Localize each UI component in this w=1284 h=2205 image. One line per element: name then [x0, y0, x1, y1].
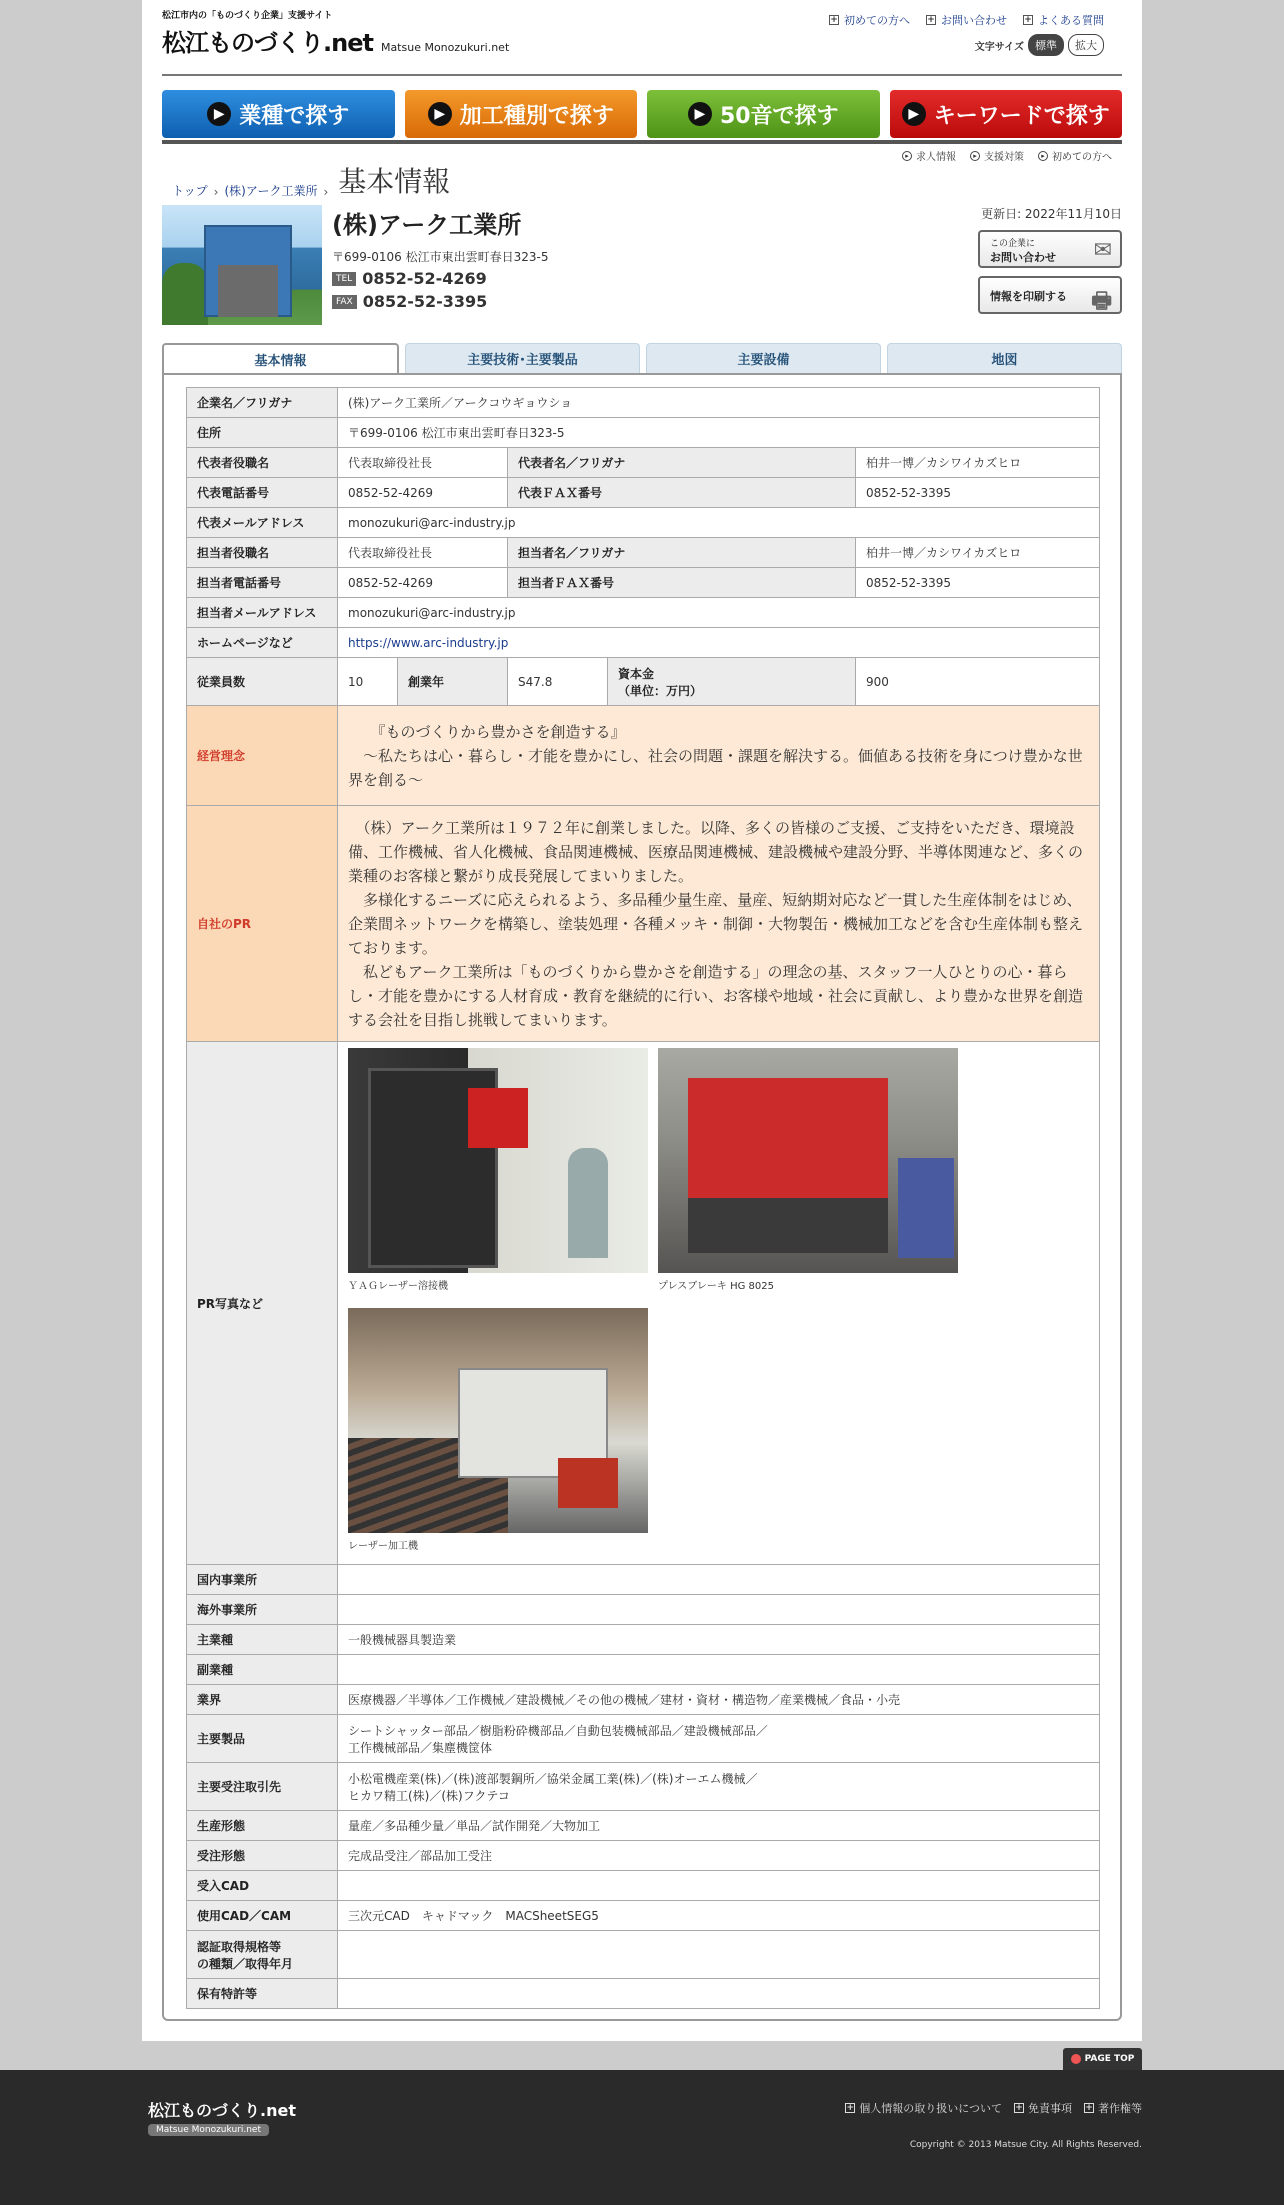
logo-tagline: 松江市内の「ものづくり企業」支援サイト [162, 11, 333, 21]
photo-caption: レーザー加工機 [348, 1541, 418, 1552]
cert-label-line: の種類／取得年月 [197, 1956, 294, 1971]
plus-icon: + [1015, 2103, 1023, 2113]
tab-equipment[interactable]: 主要設備 [646, 343, 881, 373]
founded-value: S47.8 [508, 658, 608, 706]
page-top-label: PAGE TOP [1084, 2054, 1135, 2064]
table-row [187, 628, 1100, 658]
capital-label-text: 資本金 [618, 666, 655, 681]
row-label: 経営理念 [187, 706, 338, 806]
print-info-button[interactable] [978, 276, 1122, 314]
top-link-faq[interactable] [1023, 12, 1104, 28]
row-label: 代表者名／フリガナ [508, 448, 856, 478]
contact-label: お問い合わせ [990, 251, 1056, 264]
fax-tag: FAX [332, 295, 357, 309]
breadcrumb-top[interactable]: トップ [172, 184, 208, 198]
order-value: 完成品受注／部品加工受注 [338, 1841, 1100, 1871]
top-link-label: お問い合わせ [941, 14, 1007, 27]
top-links [829, 12, 1104, 28]
nav-label: 加工種別で探す [459, 103, 614, 129]
tab-basic-info[interactable]: 基本情報 [162, 343, 399, 373]
pr-paragraph: 私どもアーク工業所は「ものづくりから豊かさを創造する」の理念の基、スタッフ一人ひとりの心・暮らし・才能を豊かにする人材育成・教育を継続的に行い、お客様や地域・社会に貢献し、より豊かな世界を創造する会社を目指し挑戦してまいります。 [348, 962, 1084, 1029]
footer-link-label: 個人情報の取り扱いについて [859, 2102, 1002, 2115]
row-label: 副業種 [187, 1655, 338, 1685]
top-link-first-visit[interactable] [829, 12, 910, 28]
arrow-right-icon: ▶ [902, 102, 926, 126]
staff-mail-value: monozukuri@arc-industry.jp [338, 598, 1100, 628]
table-row [187, 658, 1100, 706]
footer-link-label: 著作権等 [1098, 2102, 1142, 2115]
row-label: 保有特許等 [187, 1979, 338, 2009]
company-fax [332, 292, 548, 311]
arrow-up-icon [1071, 2054, 1081, 2064]
row-label: 主要製品 [187, 1715, 338, 1763]
rep-fax-value: 0852-52-3395 [856, 478, 1100, 508]
main-industry-value: 一般機械器具製造業 [338, 1625, 1100, 1655]
row-label: 国内事業所 [187, 1565, 338, 1595]
company-tel [332, 269, 548, 288]
pr-photo-yag-laser[interactable] [348, 1048, 648, 1273]
plus-icon: + [927, 15, 935, 25]
photo-shape [898, 1158, 954, 1258]
pr-paragraph: （株）アーク工業所は１９７２年に創業しました。以降、多くの皆様のご支援、ご支持をいただき、環境設備、工作機械、省人化機械、食品関連機械、医療品関連機械、建設機械や建設分野、半導体関連など、多くの業種のお客様と繋がり成長発展してまいりました。 [348, 818, 1084, 885]
footer-link-copyright[interactable] [1084, 2100, 1142, 2116]
table-row [187, 1931, 1100, 1979]
employees-value: 10 [338, 658, 398, 706]
footer-logo[interactable] [148, 2098, 296, 2136]
company-actions [978, 205, 1122, 314]
row-label: 担当者役職名 [187, 538, 338, 568]
table-row [187, 448, 1100, 478]
header [162, 8, 1122, 72]
row-label: 代表ＦＡＸ番号 [508, 478, 856, 508]
footer-logo-sub: Matsue Monozukuri.net [148, 2124, 269, 2136]
arrow-circle-icon: ▸ [1038, 151, 1048, 161]
page-top-button[interactable] [1063, 2048, 1142, 2070]
row-label: 自社のPR [187, 806, 338, 1042]
rep-name-value: 柏井一博／カシワイカズヒロ [856, 448, 1100, 478]
homepage-link[interactable]: https://www.arc-industry.jp [348, 635, 509, 650]
tel-number: 0852-52-4269 [362, 269, 487, 288]
row-label: 主業種 [187, 1625, 338, 1655]
pr-paragraph: 多様化するニーズに応えられるよう、多品種少量生産、量産、短納期対応など一貫した生産体制をはじめ、企業間ネットワークを構築し、塗装処理・各種メッキ・制御・大物製缶・機械加工などを含む生産体制も整えております。 [348, 890, 1084, 957]
plus-icon: + [830, 15, 838, 25]
breadcrumb-separator: › [213, 185, 219, 199]
table-row [187, 706, 1100, 806]
nav-search-by-keyword[interactable] [890, 90, 1123, 138]
row-label: 業界 [187, 1685, 338, 1715]
font-size-label: 文字サイズ [974, 41, 1024, 53]
table-row [187, 478, 1100, 508]
plus-icon: + [1085, 2103, 1093, 2113]
staff-tel-value: 0852-52-4269 [338, 568, 508, 598]
field-value: 医療機器／半導体／工作機械／建設機械／その他の機械／建材・資材・構造物／産業機械／食品・小売 [338, 1685, 1100, 1715]
copyright-text: Copyright © 2013 Matsue City. All Rights Reserved. [909, 2140, 1142, 2150]
row-label: 担当者電話番号 [187, 568, 338, 598]
sub-link-jobs[interactable] [902, 148, 956, 163]
table-row [187, 1685, 1100, 1715]
table-row [187, 388, 1100, 418]
footer-link-label: 免責事項 [1028, 2102, 1072, 2115]
row-label: 従業員数 [187, 658, 338, 706]
updated-date: 更新日: 2022年11月10日 [981, 207, 1122, 221]
table-row [187, 1595, 1100, 1625]
page [142, 0, 1142, 2041]
row-label: 担当者メールアドレス [187, 598, 338, 628]
header-divider [162, 74, 1122, 76]
homepage-cell [338, 628, 1100, 658]
font-size-large-button[interactable]: 拡大 [1068, 34, 1104, 56]
table-row [187, 1565, 1100, 1595]
table-row [187, 1763, 1100, 1811]
font-size-normal-button[interactable]: 標準 [1028, 34, 1064, 56]
table-row [187, 806, 1100, 1042]
staff-fax-value: 0852-52-3395 [856, 568, 1100, 598]
row-label: 海外事業所 [187, 1595, 338, 1625]
table-row [187, 568, 1100, 598]
cert-label [187, 1931, 338, 1979]
cert-value [338, 1931, 1100, 1979]
company-photo [162, 205, 322, 325]
row-label: 担当者ＦＡＸ番号 [508, 568, 856, 598]
company-info-table [186, 387, 1100, 2009]
table-row [187, 1715, 1100, 1763]
breadcrumb-separator: › [323, 185, 329, 199]
table-row [187, 508, 1100, 538]
company-name: (株)アーク工業所 [332, 211, 522, 239]
rep-title-value: 代表取締役社長 [338, 448, 508, 478]
cert-label-line: 認証取得規格等 [197, 1939, 282, 1954]
philosophy-line: ～私たちは心・暮らし・才能を豊かにし、社会の問題・課題を解決する。価値ある技術を身につけ豊かな世界を創る～ [348, 746, 1083, 789]
arrow-right-icon: ▶ [688, 102, 712, 126]
row-label: 受入CAD [187, 1871, 338, 1901]
rep-tel-value: 0852-52-4269 [338, 478, 508, 508]
staff-title-value: 代表取締役社長 [338, 538, 508, 568]
row-label: 使用CAD／CAM [187, 1901, 338, 1931]
company-info [332, 205, 548, 327]
sub-industry-value [338, 1655, 1100, 1685]
row-label: 担当者名／フリガナ [508, 538, 856, 568]
nav-search-by-kana[interactable] [647, 90, 880, 138]
main-nav [162, 90, 1122, 138]
envelope-icon: ✉ [1093, 238, 1112, 263]
clients-line: ヒカワ精工(株)／(株)フクテコ [348, 1788, 510, 1803]
top-link-contact[interactable] [926, 12, 1007, 28]
footer [0, 2070, 1284, 2205]
row-label: 代表メールアドレス [187, 508, 338, 538]
address-value: 〒699-0106 松江市東出雲町春日323-5 [338, 418, 1100, 448]
tab-panel-basic-info [162, 373, 1122, 2021]
rep-mail-value: monozukuri@arc-industry.jp [338, 508, 1100, 538]
photo-shape [688, 1078, 888, 1198]
row-label: 代表電話番号 [187, 478, 338, 508]
patent-value [338, 1979, 1100, 2009]
photo-caption: ＹＡＧレーザー溶接機 [348, 1281, 448, 1292]
plus-icon: + [1024, 15, 1032, 25]
footer-logo-main: 松江ものづくり.net [148, 2101, 296, 2120]
arrow-right-icon: ▶ [428, 102, 452, 126]
row-label: ホームページなど [187, 628, 338, 658]
table-row [187, 418, 1100, 448]
capital-value: 900 [856, 658, 1100, 706]
products-line: 工作機械部品／集塵機筐体 [348, 1740, 493, 1755]
table-row [187, 1841, 1100, 1871]
cad-use-value: 三次元CAD キャドマック MACSheetSEG5 [338, 1901, 1100, 1931]
sub-links [162, 148, 1122, 163]
cad-in-value [338, 1871, 1100, 1901]
sub-link-label: 初めての方へ [1052, 152, 1112, 163]
nav-label: 業種で探す [239, 103, 350, 129]
pr-photo-figure [658, 1048, 958, 1298]
row-label: 住所 [187, 418, 338, 448]
clients-value [338, 1763, 1100, 1811]
breadcrumb [162, 165, 1122, 199]
footer-link-privacy[interactable] [845, 2100, 1002, 2116]
table-row [187, 1901, 1100, 1931]
photo-shape [568, 1148, 608, 1258]
products-value [338, 1715, 1100, 1763]
footer-links [845, 2100, 1142, 2116]
breadcrumb-company[interactable]: (株)アーク工業所 [224, 184, 318, 198]
table-row [187, 1811, 1100, 1841]
nav-search-by-process[interactable] [405, 90, 638, 138]
nav-search-by-industry[interactable] [162, 90, 395, 138]
pr-photo-figure [348, 1048, 648, 1298]
products-line: シートシャッター部品／樹脂粉砕機部品／自動包装機械部品／建設機械部品／ [348, 1723, 768, 1738]
overseas-value [338, 1595, 1100, 1625]
table-row [187, 538, 1100, 568]
contact-small-text: この企業に [990, 239, 1036, 249]
table-row [187, 1625, 1100, 1655]
page-title: 基本情報 [338, 165, 451, 198]
capital-label [608, 658, 856, 706]
logo-sub-text: Matsue Monozukuri.net [380, 41, 510, 54]
philosophy-value [338, 706, 1100, 806]
company-name-value: (株)アーク工業所／アークコウギョウショ [338, 388, 1100, 418]
production-value: 量産／多品種少量／単品／試作開発／大物加工 [338, 1811, 1100, 1841]
row-label: 創業年 [398, 658, 508, 706]
row-label: PR写真など [187, 1042, 338, 1565]
photo-shape [468, 1088, 528, 1148]
pr-photo-figure [348, 1308, 648, 1558]
table-row [187, 598, 1100, 628]
arrow-right-icon: ▶ [207, 102, 231, 126]
photo-tree [162, 263, 208, 325]
top-link-label: よくある質問 [1038, 14, 1104, 27]
plus-icon: + [846, 2103, 854, 2113]
row-label: 受注形態 [187, 1841, 338, 1871]
footer-link-disclaimer[interactable] [1014, 2100, 1072, 2116]
sub-link-first-visit[interactable] [1038, 148, 1112, 163]
row-label: 代表者役職名 [187, 448, 338, 478]
arrow-circle-icon: ▸ [902, 151, 912, 161]
font-size-switcher [975, 34, 1104, 56]
arrow-circle-icon: ▸ [970, 151, 980, 161]
contact-company-button[interactable] [978, 230, 1122, 268]
clients-line: 小松電機産業(株)／(株)渡部製鋼所／協栄金属工業(株)／(株)オーエム機械／ [348, 1771, 758, 1786]
pr-value [338, 806, 1100, 1042]
nav-label: キーワードで探す [933, 103, 1110, 129]
sub-link-label: 求人情報 [916, 152, 956, 163]
capital-unit-text: （単位：万円） [618, 683, 703, 698]
logo-main-text: 松江ものづくり.net [162, 29, 373, 57]
row-label: 生産形態 [187, 1811, 338, 1841]
staff-name-value: 柏井一博／カシワイカズヒロ [856, 538, 1100, 568]
nav-label: 50音で探す [719, 103, 839, 129]
row-label: 企業名／フリガナ [187, 388, 338, 418]
domestic-value [338, 1565, 1100, 1595]
tab-bar [162, 343, 1122, 373]
table-row [187, 1655, 1100, 1685]
sub-link-label: 支援対策 [984, 152, 1024, 163]
pr-photo-laser-cutter[interactable] [348, 1308, 648, 1533]
photo-door [218, 265, 278, 317]
company-address: 〒699-0106 松江市東出雲町春日323-5 [332, 250, 549, 264]
printer-icon: 🖶 [1091, 289, 1112, 314]
philosophy-line: 『ものづくりから豊かさを創造する』 [348, 722, 626, 741]
print-label: 情報を印刷する [990, 290, 1067, 303]
table-row [187, 1042, 1100, 1565]
tab-technology-products[interactable]: 主要技術･主要製品 [405, 343, 640, 373]
pr-photo-press-brake[interactable] [658, 1048, 958, 1273]
company-header [162, 205, 1122, 327]
photo-shape [558, 1458, 618, 1508]
photo-shape [688, 1198, 888, 1253]
top-link-label: 初めての方へ [844, 14, 910, 27]
nav-underline [162, 140, 1122, 144]
table-row [187, 1979, 1100, 2009]
fax-number: 0852-52-3395 [362, 292, 488, 311]
tab-map[interactable]: 地図 [887, 343, 1122, 373]
table-row [187, 1871, 1100, 1901]
row-label: 主要受注取引先 [187, 1763, 338, 1811]
pr-photos [348, 1042, 1089, 1564]
sub-link-support[interactable] [970, 148, 1024, 163]
photo-caption: プレスブレーキ HG 8025 [658, 1281, 774, 1292]
tel-tag: TEL [332, 272, 356, 286]
pr-photos-cell [338, 1042, 1100, 1565]
